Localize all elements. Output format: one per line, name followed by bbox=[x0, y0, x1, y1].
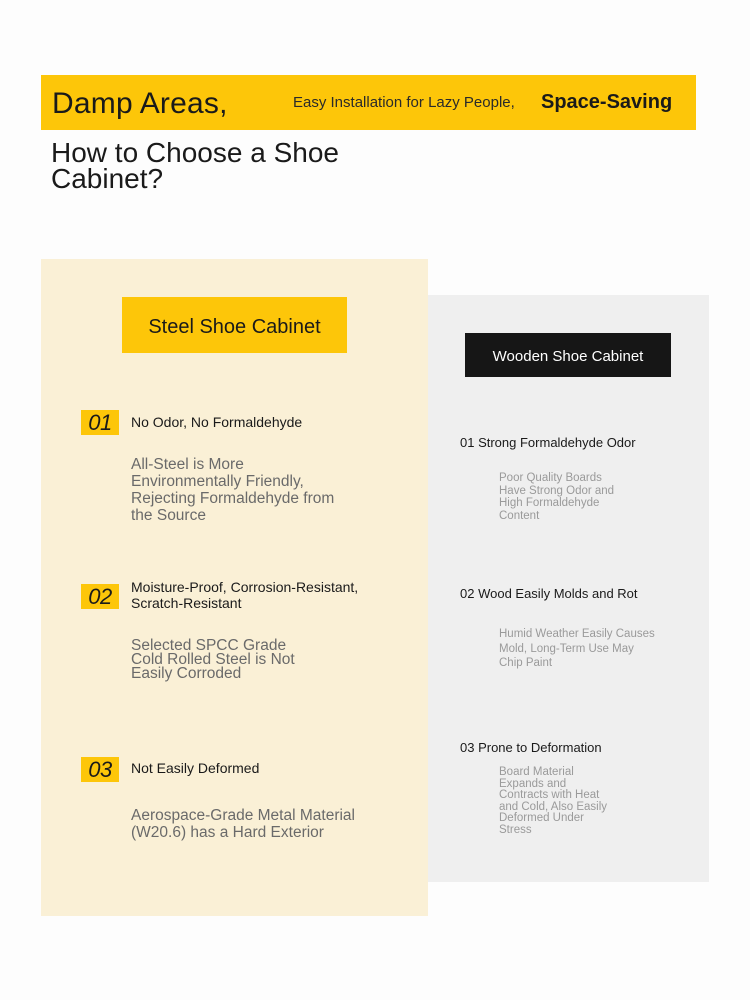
steel-item-desc: Aerospace-Grade Metal Material (W20.6) has a Hard Exterior bbox=[131, 807, 355, 841]
steel-item-title: No Odor, No Formaldehyde bbox=[131, 414, 303, 430]
steel-item-number: 03 bbox=[81, 757, 119, 782]
wood-item-desc: Board Material Expands and Contracts with Heat and Cold, Also Easily Deformed Under Stress bbox=[499, 766, 608, 836]
steel-item-title: Not Easily Deformed bbox=[131, 760, 260, 776]
wood-item-title: 01 Strong Formaldehyde Odor bbox=[460, 435, 636, 450]
wood-cabinet-heading: Wooden Shoe Cabinet bbox=[465, 333, 671, 377]
steel-item-number: 02 bbox=[81, 584, 119, 609]
steel-item-desc: All-Steel is More Environmentally Friendly, Rejecting Formaldehyde from the Source bbox=[131, 456, 335, 524]
steel-item-title: Moisture-Proof, Corrosion-Resistant, Scratch-Resistant bbox=[131, 579, 359, 611]
page-title: How to Choose a Shoe Cabinet? bbox=[51, 137, 339, 194]
wood-item-desc: Humid Weather Easily Causes Mold, Long-Term Use May Chip Paint bbox=[499, 628, 655, 669]
banner-space-saving: Space-Saving bbox=[541, 91, 673, 113]
wood-item-title: 02 Wood Easily Molds and Rot bbox=[460, 586, 638, 601]
steel-cabinet-heading: Steel Shoe Cabinet bbox=[122, 297, 347, 353]
wood-item-desc: Poor Quality Boards Have Strong Odor and High Formaldehyde Content bbox=[499, 472, 615, 522]
header-banner bbox=[41, 75, 696, 130]
banner-damp-areas: Damp Areas, bbox=[52, 87, 228, 120]
wood-item-title: 03 Prone to Deformation bbox=[460, 740, 602, 755]
banner-easy-installation: Easy Installation for Lazy People, bbox=[293, 94, 515, 111]
steel-item-desc: Selected SPCC Grade Cold Rolled Steel is Not Easily Corroded bbox=[131, 637, 295, 682]
steel-item-number: 01 bbox=[81, 410, 119, 435]
